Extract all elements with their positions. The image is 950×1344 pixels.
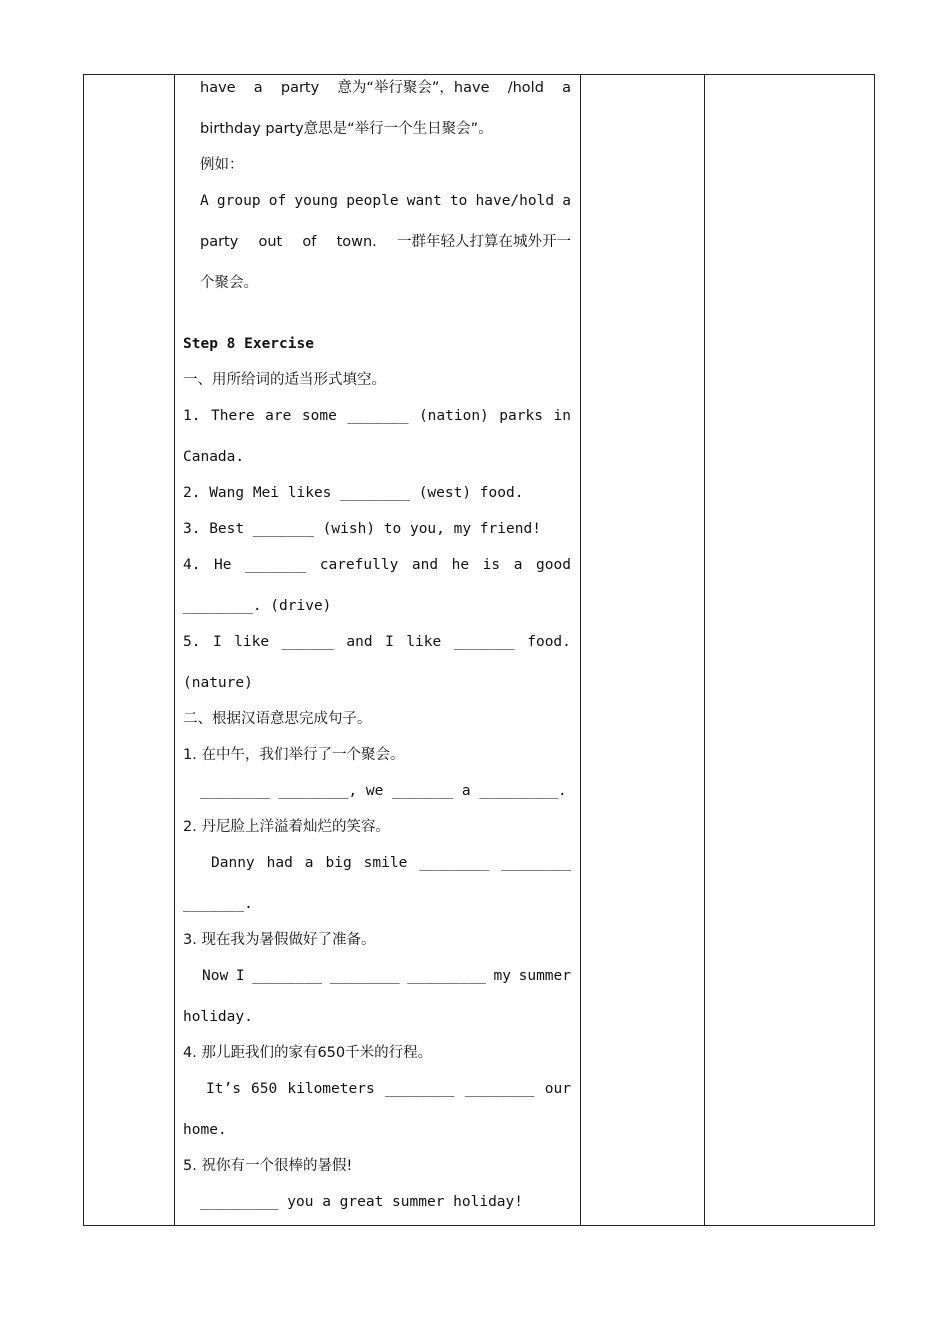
part1-q1-line2: Canada. <box>183 449 245 465</box>
part2-q2-english-line1 <box>211 853 571 873</box>
word: a <box>513 557 523 573</box>
word: a <box>562 80 571 96</box>
word: _______ <box>347 408 409 424</box>
word: ________ <box>464 1081 535 1097</box>
part2-q3-english-line2: holiday. <box>183 1009 253 1025</box>
intro-line-2: birthday party意思是“举行一个生日聚会”。 <box>200 121 493 137</box>
part2-q3-chinese: 3. 现在我为暑假做好了准备。 <box>183 932 376 948</box>
word: food. <box>527 634 571 650</box>
word: are <box>265 408 292 424</box>
word: 意为“举行聚会”，have <box>337 80 490 96</box>
word: Now <box>202 968 229 984</box>
word: smile <box>363 855 408 871</box>
word: He <box>214 557 232 573</box>
word: party <box>200 234 239 250</box>
word: a <box>304 855 314 871</box>
part1-heading: 一、用所给词的适当形式填空。 <box>183 372 386 388</box>
word: he <box>451 557 470 573</box>
word: 一群年轻人打算在城外开一 <box>396 234 571 250</box>
word: _______ <box>245 557 307 573</box>
part1-q5-line1 <box>183 632 571 652</box>
word: young <box>294 193 339 209</box>
word: want <box>406 193 442 209</box>
word: had <box>266 855 293 871</box>
word: 650 <box>251 1081 278 1097</box>
word: summer <box>518 968 571 984</box>
part1-q5-line2: (nature) <box>183 675 253 691</box>
word: ________ <box>419 855 490 871</box>
word: out <box>258 234 283 250</box>
word: carefully <box>319 557 399 573</box>
word: Danny <box>211 855 255 871</box>
part1-q3: 3. Best _______ (wish) to you, my friend! <box>183 521 541 537</box>
part2-q2-chinese: 2. 丹尼脸上洋溢着灿烂的笑容。 <box>183 819 390 835</box>
part2-q4-english-line1 <box>206 1079 571 1099</box>
word: in <box>553 408 571 424</box>
word: is <box>482 557 501 573</box>
word: a <box>253 80 263 96</box>
word: party <box>280 80 320 96</box>
word: some <box>301 408 337 424</box>
intro-line-6: 个聚会。 <box>200 275 258 291</box>
word: 4. <box>183 557 201 573</box>
word: I <box>235 968 245 984</box>
word: kilometers <box>287 1081 375 1097</box>
word: and <box>346 634 373 650</box>
part2-q4-english-line2: home. <box>183 1122 227 1138</box>
word: our <box>544 1081 571 1097</box>
word: to <box>449 193 468 209</box>
part2-q5-chinese: 5. 祝你有一个很棒的暑假! <box>183 1158 353 1174</box>
word: group <box>216 193 261 209</box>
word: a <box>562 193 571 209</box>
word: have <box>200 80 236 96</box>
intro-line-1 <box>200 78 571 98</box>
word: 1. <box>183 408 201 424</box>
word: good <box>536 557 571 573</box>
part1-q4-line1 <box>183 555 571 575</box>
part2-q3-english-line1 <box>202 966 571 986</box>
part2-q4-chinese: 4. 那儿距我们的家有650千米的行程。 <box>183 1045 433 1061</box>
word: There <box>210 408 255 424</box>
word: ________ <box>252 968 323 984</box>
word: and <box>411 557 439 573</box>
intro-example-label: 例如： <box>200 157 244 173</box>
word: have/hold <box>475 193 555 209</box>
part2-q1-chinese: 1. 在中午，我们举行了一个聚会。 <box>183 747 405 763</box>
word: of <box>268 193 287 209</box>
part1-q2: 2. Wang Mei likes ________ (west) food. <box>183 485 524 501</box>
word: ________ <box>384 1081 455 1097</box>
step-title: Step 8 Exercise <box>183 336 314 352</box>
part2-q1-english: ________ ________, we _______ a _________. <box>200 783 567 799</box>
word: (nation) <box>418 408 489 424</box>
part2-q5-english: _________ you a great summer holiday! <box>200 1194 524 1210</box>
intro-line-4 <box>200 191 571 211</box>
word: /hold <box>507 80 544 96</box>
word: A <box>200 193 209 209</box>
part1-q1-line1 <box>183 406 571 426</box>
part1-q4-line2: ________. (drive) <box>183 598 332 614</box>
word: my <box>493 968 511 984</box>
word: ________ <box>329 968 400 984</box>
part2-q2-english-line2: _______. <box>183 896 253 912</box>
word: like <box>234 634 270 650</box>
word: ______ <box>281 634 334 650</box>
word: parks <box>499 408 543 424</box>
part2-heading: 二、根据汉语意思完成句子。 <box>183 711 372 727</box>
word: of <box>302 234 317 250</box>
word: I <box>212 634 222 650</box>
word: people <box>346 193 399 209</box>
word: _________ <box>407 968 486 984</box>
intro-line-5 <box>200 232 571 252</box>
word: 5. <box>183 634 201 650</box>
word: town. <box>336 234 377 250</box>
word: big <box>325 855 352 871</box>
word: I <box>385 634 394 650</box>
word: ________ <box>501 855 571 871</box>
word: like <box>406 634 442 650</box>
word: _______ <box>453 634 515 650</box>
word: It’s <box>206 1081 241 1097</box>
